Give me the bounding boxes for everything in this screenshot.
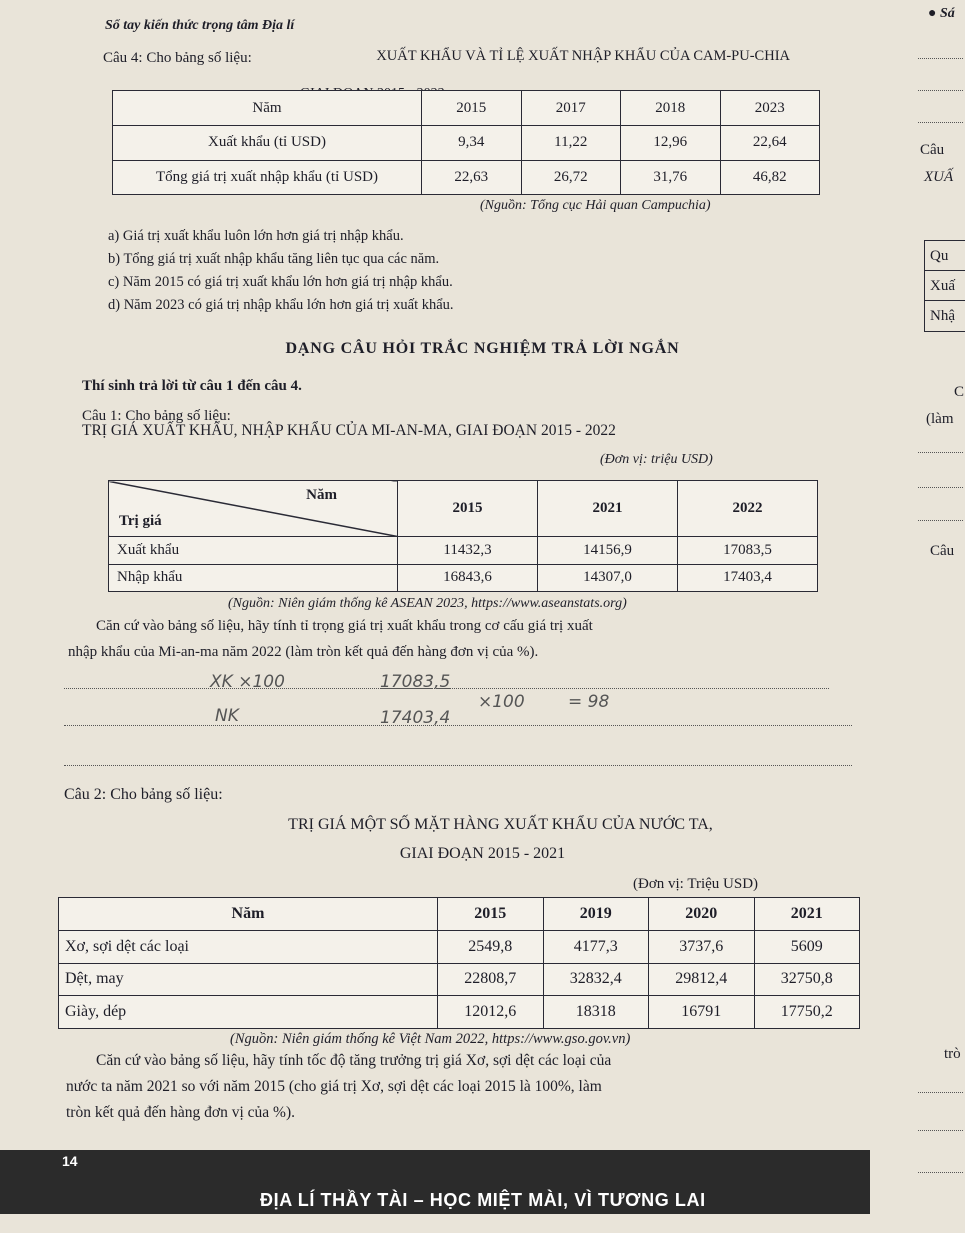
table-row [109, 537, 818, 565]
q2-source: (Nguồn: Niên giám thống kê Việt Nam 2022, https://www.gso.gov.vn) [230, 1031, 631, 1047]
table-cell: 22,64 [720, 126, 820, 161]
table-row [59, 930, 860, 963]
header-note: Sổ tay kiến thức trọng tâm Địa lí [105, 18, 295, 33]
table-cell: 46,82 [720, 160, 820, 195]
answer-line [64, 765, 852, 766]
section-heading: DẠNG CÂU HỎI TRẮC NGHIỆM TRẢ LỜI NGẮN [285, 340, 680, 357]
table-cell: 16843,6 [398, 564, 538, 592]
table-cell: 14156,9 [538, 537, 678, 565]
table-cell: Tổng giá trị xuất nhập khẩu (tỉ USD) [113, 160, 422, 195]
q4-table [112, 90, 820, 195]
table-cell: 29812,4 [649, 963, 755, 996]
answer-line [918, 1172, 963, 1173]
header-top-right [928, 6, 955, 22]
table-cell: 2015 [438, 898, 544, 931]
answer-line [918, 452, 963, 453]
q4-table-title-1: XUẤT KHẨU VÀ TỈ LỆ XUẤT NHẬP KHẨU CỦA CAM-PU-CHIA [376, 48, 790, 64]
section-instruction: Thí sinh trả lời từ câu 1 đến câu 4. [82, 378, 302, 394]
q4-statement-a: a) Giá trị xuất khẩu luôn lớn hơn giá trị nhập khẩu. [108, 228, 404, 244]
answer-line [918, 58, 963, 59]
table-cell: 11,22 [521, 126, 621, 161]
handwriting-nk: NK [215, 706, 239, 726]
q1-prompt-line-2: nhập khẩu của Mi-an-ma năm 2022 (làm tròn kết quả đến hàng đơn vị của %). [68, 644, 539, 660]
right-col-text: (làm [926, 411, 954, 427]
answer-line [918, 90, 963, 91]
q4-statement-b: b) Tổng giá trị xuất nhập khẩu tăng liên tục qua các năm. [108, 251, 440, 267]
q2-table-title-2: GIAI ĐOẠN 2015 - 2021 [399, 845, 566, 862]
footer-text: ĐỊA LÍ THẦY TÀI – HỌC MIỆT MÀI, VÌ TƯƠNG LAI [260, 1190, 706, 1210]
answer-line [918, 520, 963, 521]
table-row [59, 898, 860, 931]
q4-statement-d: d) Năm 2023 có giá trị nhập khẩu lớn hơn giá trị xuất khẩu. [108, 297, 454, 313]
table-cell: 2017 [521, 91, 621, 126]
table-row [109, 564, 818, 592]
table-cell: 3737,6 [649, 930, 755, 963]
table-cell: Xuất khẩu (tỉ USD) [113, 126, 422, 161]
table-cell: 11432,3 [398, 537, 538, 565]
table-cell: 2020 [649, 898, 755, 931]
table-cell: 32832,4 [543, 963, 649, 996]
bullet-icon: ● [928, 6, 937, 21]
table-cell: 2015 [422, 91, 522, 126]
q1-source: (Nguồn: Niên giám thống kê ASEAN 2023, https://www.aseanstats.org) [228, 596, 627, 611]
table-cell: 22808,7 [438, 963, 544, 996]
corner-top-label: Năm [306, 487, 337, 503]
q1-prompt-line-1: Căn cứ vào bảng số liệu, hãy tính tỉ trọng giá trị xuất khẩu trong cơ cấu giá trị xuất [96, 618, 593, 634]
table-cell: 2549,8 [438, 930, 544, 963]
right-col-text: Nhậ [930, 308, 955, 324]
table-row [59, 996, 860, 1029]
right-col-text: XUẤ [924, 169, 954, 185]
right-col-text: Xuấ [930, 278, 955, 294]
table-cell: 4177,3 [543, 930, 649, 963]
q2-title: Câu 2: Cho bảng số liệu: [64, 786, 223, 803]
answer-line [918, 122, 963, 123]
q2-prompt-line-1: Căn cứ vào bảng số liệu, hãy tính tốc độ tăng trưởng trị giá Xơ, sợi dệt các loại của [96, 1052, 612, 1069]
answer-line [918, 487, 963, 488]
table-cell: Năm [113, 91, 422, 126]
handwriting-xk: XK ×100 [210, 672, 285, 692]
table-cell: 14307,0 [538, 564, 678, 592]
table-cell: Xơ, sợi dệt các loại [59, 930, 438, 963]
answer-line [918, 1130, 963, 1131]
q1-table-title: TRỊ GIÁ XUẤT KHẨU, NHẬP KHẨU CỦA MI-AN-MA, GIAI ĐOẠN 2015 - 2022 [82, 422, 616, 439]
table-cell: 2018 [621, 91, 721, 126]
table-corner-cell [109, 481, 398, 537]
right-col-text: Qu [930, 248, 949, 264]
table-cell: 2021 [754, 898, 860, 931]
q4-title: Câu 4: Cho bảng số liệu: [103, 50, 252, 66]
table-cell: 17403,4 [678, 564, 818, 592]
q4-source: (Nguồn: Tổng cục Hải quan Campuchia) [480, 198, 711, 213]
right-col-text: C [954, 384, 965, 400]
q2-unit: (Đơn vị: Triệu USD) [633, 876, 759, 892]
table-cell: Nhập khẩu [109, 564, 398, 592]
table-cell: 2015 [398, 481, 538, 537]
q1-unit: (Đơn vị: triệu USD) [600, 452, 713, 467]
table-cell: 2022 [678, 481, 818, 537]
table-cell: 16791 [649, 996, 755, 1029]
page-number: 14 [62, 1153, 78, 1169]
handwriting-times: ×100 [478, 692, 525, 712]
table-cell: 22,63 [422, 160, 522, 195]
handwriting-result: = 98 [568, 692, 610, 712]
table-row [113, 160, 820, 195]
answer-line [918, 1092, 963, 1093]
table-cell: 17750,2 [754, 996, 860, 1029]
table-cell: Năm [59, 898, 438, 931]
header-top-right-text: Sá [939, 6, 955, 21]
right-col-text: Câu [920, 142, 945, 158]
table-cell: Xuất khẩu [109, 537, 398, 565]
table-cell: 31,76 [621, 160, 721, 195]
corner-bottom-label: Trị giá [119, 513, 162, 529]
table-cell: 2021 [538, 481, 678, 537]
table-row [113, 91, 820, 126]
q4-statement-c: c) Năm 2015 có giá trị xuất khẩu lớn hơn giá trị nhập khẩu. [108, 274, 453, 290]
handwriting-denominator: 17403,4 [380, 708, 451, 728]
q2-prompt-line-2: nước ta năm 2021 so với năm 2015 (cho giá trị Xơ, sợi dệt các loại 2015 là 100%, làm [66, 1078, 602, 1095]
answer-line [64, 725, 852, 726]
handwriting-numerator: 17083,5 [380, 672, 451, 692]
table-cell: 26,72 [521, 160, 621, 195]
q2-table-title-1: TRỊ GIÁ MỘT SỐ MẶT HÀNG XUẤT KHẨU CỦA NƯỚC TA, [288, 816, 713, 833]
table-cell: 32750,8 [754, 963, 860, 996]
table-cell: 2019 [543, 898, 649, 931]
table-cell: 12,96 [621, 126, 721, 161]
table-cell: 12012,6 [438, 996, 544, 1029]
table-cell: Dệt, may [59, 963, 438, 996]
table-cell: 2023 [720, 91, 820, 126]
q2-table [58, 897, 860, 1029]
right-col-text: trò [944, 1046, 961, 1062]
table-cell: 9,34 [422, 126, 522, 161]
right-col-table-line [924, 270, 965, 271]
table-cell: Giày, dép [59, 996, 438, 1029]
table-row [109, 481, 818, 537]
q2-prompt-line-3: tròn kết quả đến hàng đơn vị của %). [66, 1104, 296, 1121]
table-cell: 18318 [543, 996, 649, 1029]
q1-title: Câu 1: Cho bảng số liệu: [82, 408, 231, 424]
table-row [59, 963, 860, 996]
table-cell: 17083,5 [678, 537, 818, 565]
table-row [113, 126, 820, 161]
q1-table [108, 480, 818, 592]
right-col-table-line [924, 300, 965, 301]
table-cell: 5609 [754, 930, 860, 963]
right-col-text: Câu [930, 543, 955, 559]
